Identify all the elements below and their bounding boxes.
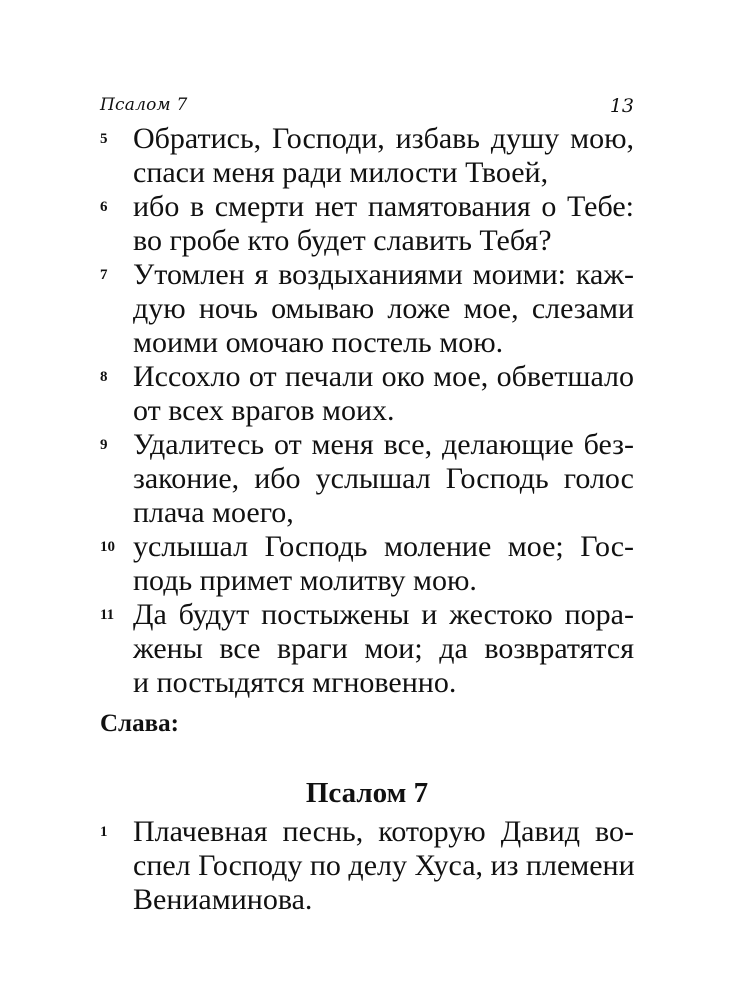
running-title: Псалом 7 — [100, 95, 188, 115]
verse-line: Утомлен я воздыханиями моими: каж- — [133, 258, 634, 291]
verse-line: от всех врагов моих. — [133, 394, 395, 427]
verse-line: законие, ибо услышал Господь голос — [133, 462, 634, 495]
verse-line: ибо в смерти нет памятования о Тебе: — [133, 190, 634, 223]
verse-number: 7 — [100, 267, 108, 283]
verse-8 — [100, 360, 634, 428]
psalm-title: Псалом 7 — [305, 777, 429, 809]
verse-line: и постыдятся мгновенно. — [133, 666, 457, 699]
verse-line: подь примет молитву мою. — [133, 564, 477, 597]
verse-list — [100, 122, 634, 700]
verse-line: Иссохло от печали око мое, обветшало — [133, 360, 634, 393]
verse-11 — [100, 598, 634, 700]
page-number: 13 — [609, 95, 634, 117]
verse-line: плача моего, — [133, 496, 294, 529]
verse-6 — [100, 190, 634, 258]
verse-number: 9 — [100, 437, 108, 453]
verse-5 — [100, 122, 634, 190]
verse-number: 1 — [100, 824, 108, 840]
verse-line: моими омочаю постель мою. — [133, 326, 504, 359]
verse-1 — [100, 815, 634, 917]
verse-line: Обратись, Господи, избавь душу мою, — [133, 122, 634, 155]
verse-line: жены все враги мои; да возвратятся — [133, 632, 634, 665]
page-header — [100, 95, 634, 123]
verse-number: 5 — [100, 131, 108, 147]
verse-line: Удалитесь от меня все, делающие без- — [133, 428, 634, 461]
verse-10 — [100, 530, 634, 598]
verse-number: 6 — [100, 199, 108, 215]
verse-number: 10 — [100, 539, 115, 555]
verse-line: спел Господу по делу Хуса, из племени — [133, 849, 635, 882]
verse-line: спаси меня ради милости Твоей, — [133, 156, 549, 189]
slava-heading: Слава: — [100, 710, 179, 737]
verse-line: дую ночь омываю ложе мое, слезами — [133, 292, 634, 325]
verse-list-psalm-7 — [100, 815, 634, 917]
verse-line: услышал Господь моление мое; Гос- — [133, 530, 634, 563]
verse-number: 8 — [100, 369, 108, 385]
verse-number: 11 — [100, 607, 115, 623]
verse-line: во гробе кто будет славить Тебя? — [133, 224, 552, 257]
verse-9 — [100, 428, 634, 530]
verse-7 — [100, 258, 634, 360]
verse-line: Плачевная песнь, которую Давид во- — [133, 815, 634, 848]
verse-line: Вениаминова. — [133, 883, 313, 916]
verse-line: Да будут постыжены и жестоко пора- — [133, 598, 634, 631]
